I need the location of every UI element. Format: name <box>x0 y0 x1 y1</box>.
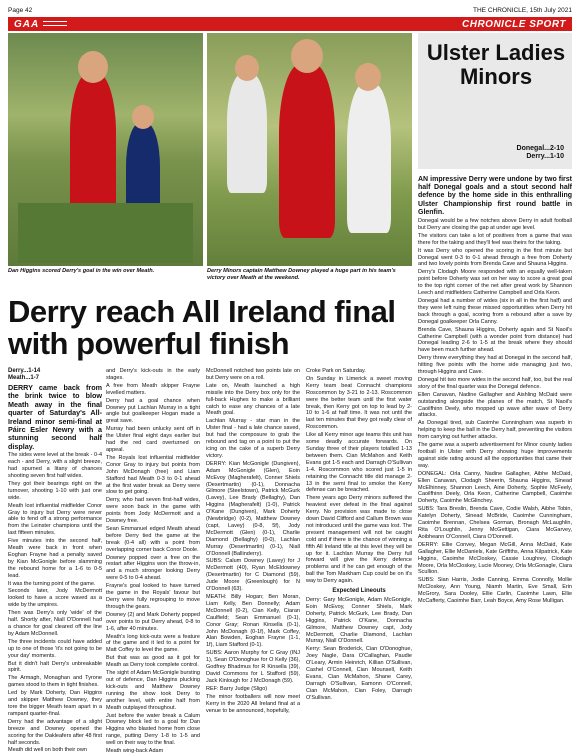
side-article: AN impressive Derry were undone by two first half Donegal goals and a stout second half defence by the home side in this enthralling Ulster Championship first round battle in Glenfin. Donegal would be a few notches above Derry in adult football but Derry are closing the gap at under age level. The visitors can take a lot of positives from a game that was there for the taking and they'll feel was theirs for the taking. It was Derry who opened the scoring in the first minute but Donegal went 0-3 to 0-1 ahead through a free from Doherty and two lovely points from Brenda Cave and Shauna Higgins. Derry's Clodagh Moore responded with an equally well-taken point before Doherty was set on her way to score a great goal to the top right corner of the net after great work by Shannon Leech and midfielders Catherine Campbell and Orla Keon. Donegal had a number of wides (six in all in the first half) and they were left ruing these missed opportunities when Derry hit back through a goal, scoring from a rebound after a save by Donegal goalkeeper Orla Canny. Brenda Cave, Shauna Higgins, Doherty again and St Naoil's Catherine Campbell (with a wonder point from distance) had Donegal leading 2-6 to 1-5 at the break where they should have been much further ahead. Derry threw everything they had at Donegal in the second half, hitting five points with the home side managing just two, through Higgins and Cave. Donegal hit two more wides in the second half, too, but the real story of the final quarter was the Donegal defence. Ellen Canavan, Nadine Gallagher and Aishling McDaid were outstanding alongside the planes of the match, St Naoil's Caoilfhinn Deely, who mopped up wave after wave of Derry attacks. As Donegal tired, sub Caoimhe Cunningham was superb in helping to keep the ball in the Derry half, preventing the visitors from carrying out further attacks. The game was a superb advertisement for Minor county ladies football in Ulster with Derry showing huge improvements against side rating around all the opportunities that came their way. DONEGAL: Orla Canny, Nadine Gallagher, Aibhe McDaid, Ellen Canavan, Clodagh Sheerin, Shauna Higgins, Sinead McElhinney, Shannon Leech, Aine Doherty, Sophie McFeely, Caoilfhinn Deely, Orla Keon, Catherine Campbell, Caoimhe Doherty, Caoimhe McGlinchey. SUBS: Tara Breslin, Brenda Cave, Codie Walsh, Aibhe Tobin, Katelyn Doherty, Sinead McBride, Caoimhe Cunningham, Caoimhe Brennan, Chelsea Gorman, Bronagh McLaughlin, Rita O'Loughlin, Jenny McGettigan, Ciara McGarvey, Aoibheann O'Connell, Ciara O'Donnell. DERRY: Ellie Convey, Megan McGill, Anna McDaid, Kate Gallagher, Ellie McDaniels, Kate Griffiths, Anna Kilpatrick, Kate Higgins, Caoimhe McCloskey, Cassie Loughrey, Clodagh Moore, Orla McCloskey, Lucie Mooney, Orla McGonagle, Ciara Scullion. SUBS: Sian Harris, Jodie Canning, Emma Connolly, Mollie McCloskey, Ann Young, Niamh Martin, Eve Small, Erin McGrory, Sara Dooley, Ellie Carlin, Caoimhe Lawn, Ellie McCafferty, Caoimhe Barr, Leah Boyce, Amy Rose Mulligan. <box>418 176 572 605</box>
article-column-1: Derry...1-14 Meath...1-7 DERRY came back from the brink twice to blow Meath away in the final quarter of Saturday's All-Ireland minor semi-final at Páirc Esler Newry with a stunning second half display. The sides were level at the break - 0-4 each - and Derry, with a slight breeze, had spurned a litany of chances shooting seven first half wides. They got their bearings right on the turnover, shooting 1-10 with just one wide. Meath lost influential midfielder Conor Gray to injury but Derry were never able to fend off a strong performance from the Leinster champions until the last fifteen minutes. Five minutes into the second half, Meath were back in front when Eoghan Frayne had a penalty saved by Kian McGonigle before slamming the rebound home for a 1-6 to 0-5 lead. It was the turning point of the game. Seconds later, Jody McDermott looked to have a score waved as a wide by the umpires. Then was Derry's only 'wide' of the half. Shortly after, Niall O'Donnell had a chance for goal cleared off the line by Adam McDonnell. The three incidents could have added up to one of those 'it's not going to be your day' moments. But it didn't halt Derry's unbreakable spirit. The Armagh, Monaghan and Tyrone games stood to them in tight finishes. Led by Mark Doherty, Dan Higgins and skipper Matthew Downey, they tore the bigger Meath team apart in a rampant quarter-final. Derry had the advantage of a slight breeze and Downey opened the scoring for the Oakleafers after 48 first half seconds. Meath did well on both their own <box>8 368 102 754</box>
side-story-header <box>418 33 572 169</box>
kerry-lineout: Kerry: Sean Broderick, Cian O'Donoghue, Joey Nagle, Dara O'Callaghan, Paudie O'Leary, Armin Heinrich, Killian O'Sullivan, Cashel O'Connell, Cian Mounsell, Keith Evans, Cian McMahon, Shane Carey, Darragh O'Sullivan, Eamonn O'Connell, Cian McMahon, Cian Foley, Darragh O'Sullivan. <box>306 646 412 701</box>
article-column-3: McDonnell notched two points late on but Derry were on a roll. Late on, Meath launched a high missile into the Derry box only for the full-back Hughes to make a brilliant catch to ease any chances of a late Meath goal. Lachlan Murray - star man in the Ulster final - had a late chance saved, but had the composure to grab the rebound and tag on a point to put the icing on the cake of a superb Derry victory. DERRY: Kian McGonigle (Dungiven), Adam McGonigle (Glen), Eoin McEvoy (Magherafelt), Conner Shiels (Desertmartin) (0-1), Donnacha Gilmore (Steelstown), Patrick McGurk (Lavey), Lee Brady (Bellaghy), Dan Higgins (Magherafelt) (1-0), Patrick O'Kane (Dungiven), Mark Doherty (Newbridge) (0-2), Matthew Downey (capt, Lavey) (0-8, 5f), Jody McDermott (Glen) (0-1), Charlie Diamond (Bellaghy) (0-0), Lachlan Murray (Desertmartin) (0-1), Niall O'Donnell (Ballinderry). SUBS: Calum Downey (Lavey) for J McDermott (40), Ryan McEldowney (Desertmartin) for C Diamond (59), Jude Moore (Greenlough) for N O'Donnell (63). MEATH: Billy Hogan; Ben Moran, Liam Kelly, Ben Donnelly; Adam McDonnell (0-2), Cian Kelly, Ciaran Caulfield; Sean Emmanuel (0-1), Conor Gray; Ronan Kinsella (0-1), John McDonagh (0-1f), Mark Coffey, Alan Bowden, Eoghan Frayne (1-1, 1f), Liam Stafford (0-1). SUBS: Aaron Murphy for C Gray (INJ 1), Sean O'Donoghue for O Kelly (36), Godfrey Bhadmus for R Kinsella (39), David Commons for L Stafford (59), Jack Kinlough for J McDonagh (59). REF: Barry Judge (Sligo) The minor footballers will now meet Kerry in the 2020 All Ireland final at a venue to be announced, hopefully, <box>206 368 300 714</box>
photo-matthew-downey <box>207 33 412 266</box>
photo-caption: Derry Minors captain Matthew Downey played a huge part in his team's victory over Meath at the weekend. <box>207 268 396 281</box>
section-title: CHRONICLE SPORT <box>462 18 566 30</box>
article-lead: DERRY came back from the brink twice to blow Meath away in the final quarter of Saturday's All-Ireland minor semi-final at Páirc Esler Newry with a stunning second half display. <box>8 383 102 451</box>
lineouts-heading: Expected Lineouts <box>332 588 386 595</box>
article-column-2: and Derry's kick-outs in the early stages. A free from Meath skipper Frayne levelled matters. Derry had a goal chance when Downey put Lachlan Murray in a tight angle but goalkeeper Hogan made a great save. Murray had been unlucky sent off in the Ulster final eight days earlier but had the red card overturned on appeal. The Royals lost influential midfielder Conor Gray to injury but points from John McDonagh (free) and Liam Stafford had Meath 0-3 to 0-1 ahead at the first water break as Derry were slow to get going. Derry, who had seven first-half wides, were soon back in the game with points from Jody McDermott and a Downey free. Sean Emmanuel edged Meath ahead before Derry tied the game at the break (0-4 all) with a point from overlapping corner back Conor Doole. Downey popped over a free on the restart after Higgins won the throw-in, and a much stronger looking Derry were 0-5 to 0-4 ahead. Frayne's goal looked to have turned the game in the Royals' favour but Derry were fully regrouping to move through the gears. Downey (2) and Mark Doherty popped over points to put Derry ahead, 0-8 to 1-6, after 40 minutes. Meath's long kick-outs were a feature of the game and it led to a point for Matt Coffey to level the game. But that was as good as it got for Meath as Derry took complete control. The sight of Adam McGonigle bursting out of defence, Dan Higgins plucking kick-outs and Matthew Downey running the show took Derry to another level, with entire half from Meath outplayed throughout. Just before the water break a Calum Downey block led to a goal for Dan Higgins who blasted home from close range, putting Derry 1-8 to 1-5 and well on their way to the final. Meath wing-back Adam <box>106 368 200 755</box>
derry-subs: SUBS: Sian Harris, Jodie Canning, Emma Connolly, Mollie McCloskey, Ann Young, Niamh Martin, Eve Small, Erin McGrory, Sara Dooley, Ellie Carlin, Caoimhe Lawn, Ellie McCafferty, Caoimhe Barr, Leah Boyce, Amy Rose Mulligan. <box>418 577 572 605</box>
derry-lineout: Derry: Gary McGonigle, Adam McGonigle, Eoin McEvoy, Conner Shiels, Mark Doherty, Patrick McGurk, Lee Brady, Dan Higgins, Patrick O'Kane, Donnacha Gilmore, Matthew Downey capt, Jody McDermott, Charlie Diamond, Lachlan Murray, Niall O'Donnell. <box>306 597 412 645</box>
photo-dan-higgins <box>8 33 203 266</box>
side-article-lead: AN impressive Derry were undone by two first half Donegal goals and a stout second half defence by the home side in this enthralling Ulster Championship first round battle in Glenfin. <box>418 176 572 216</box>
photo-caption: Dan Higgins scored Derry's goal in the win over Meath. <box>8 268 155 274</box>
gaa-logo: GAA <box>14 19 67 30</box>
page-number: Page 42 <box>8 6 33 14</box>
derry-team: DERRY: Ellie Convey, Megan McGill, Anna McDaid, Kate Gallagher, Ellie McDaniels, Kate Griffiths, Anna Kilpatrick, Kate Higgins, Caoimhe McCloskey, Cassie Loughrey, Clodagh Moore, Orla McCloskey, Lucie Mooney, Orla McGonagle, Ciara Scullion. <box>418 541 572 576</box>
section-band <box>8 17 572 31</box>
article-column-4: Croke Park on Saturday. On Sunday in Limerick a sweet moving Kerry team beat Connacht champions Roscommon by 3-21 to 2-13. Roscommon were the better team until the first water break, then Kerry got on top to lead by 2-10 to 1-6 at half time. It was not until the last ten minutes that they got really clear of Roscommon. Like all Kerry minor age teams this unit has some deadly accurate forwards. On Sunday three of their players totalled 1-13 between them. Cian McMahon and Keith Evans got 1-5 each and Darragh O'Sullivan 1-4. Roscommon who scored just 1-5 in retaining the Connacht title did manage 2-13 in the semi final to smoke the Kerry defense can be breached. There years ago Derry minors suffered the heaviest ever defeat in the final against Kerry. No provision was made to close down David Clifford and Callum Brown was not introduced until the game was lost. The present management will not be caught cold and if there is the chance of winning a fifth All Ireland title at this level they will be up for it. Lachlan Murray the Derry full forward will give the Kerry defence problems and if he can get enough of the ball the Tom Markham Cup could be on it's way to Derry again. Expected Lineouts Derry: Gary McGonigle, Adam McGonigle, Eoin McEvoy, Conner Shiels, Mark Doherty, Patrick McGurk, Lee Brady, Dan Higgins, Patrick O'Kane, Donnacha Gilmore, Matthew Downey capt, Jody McDermott, Charlie Diamond, Lachlan Murray, Niall O'Donnell. Kerry: Sean Broderick, Cian O'Donoghue, Joey Nagle, Dara O'Callaghan, Paudie O'Leary, Armin Heinrich, Killian O'Sullivan, Cashel O'Connell, Cian Mounsell, Keith Evans, Cian McMahon, Shane Carey, Darragh O'Sullivan, Eamonn O'Connell, Cian McMahon, Cian Foley, Darragh O'Sullivan. <box>306 368 412 701</box>
issue-date: THE CHRONICLE, 15th July 2021 <box>473 6 572 14</box>
match-score: Derry...1-14 Meath...1-7 <box>8 368 41 381</box>
page-header <box>8 4 572 16</box>
main-headline: Derry reach All Ireland final with powerful finish <box>8 294 396 361</box>
side-score: Donegal...2-10 Derry...1-10 <box>516 145 564 160</box>
donegal-subs: SUBS: Tara Breslin, Brenda Cave, Codie Walsh, Aibhe Tobin, Katelyn Doherty, Sinead McBride, Caoimhe Cunningham, Caoimhe Brennan, Chelsea Gorman, Bronagh McLaughlin, Rita O'Loughlin, Jenny McGettigan, Ciara McGarvey, Aoibheann O'Connell, Ciara O'Donnell. <box>418 506 572 540</box>
side-story-title: Ulster Ladies Minors <box>426 40 566 89</box>
donegal-team: DONEGAL: Orla Canny, Nadine Gallagher, Aibhe McDaid, Ellen Canavan, Clodagh Sheerin, Shauna Higgins, Sinead McElhinney, Shannon Leech, Aine Doherty, Sophie McFeely, Caoilfhinn Deely, Orla Keon, Catherine Campbell, Caoimhe Doherty, Caoimhe McGlinchey. <box>418 470 572 505</box>
